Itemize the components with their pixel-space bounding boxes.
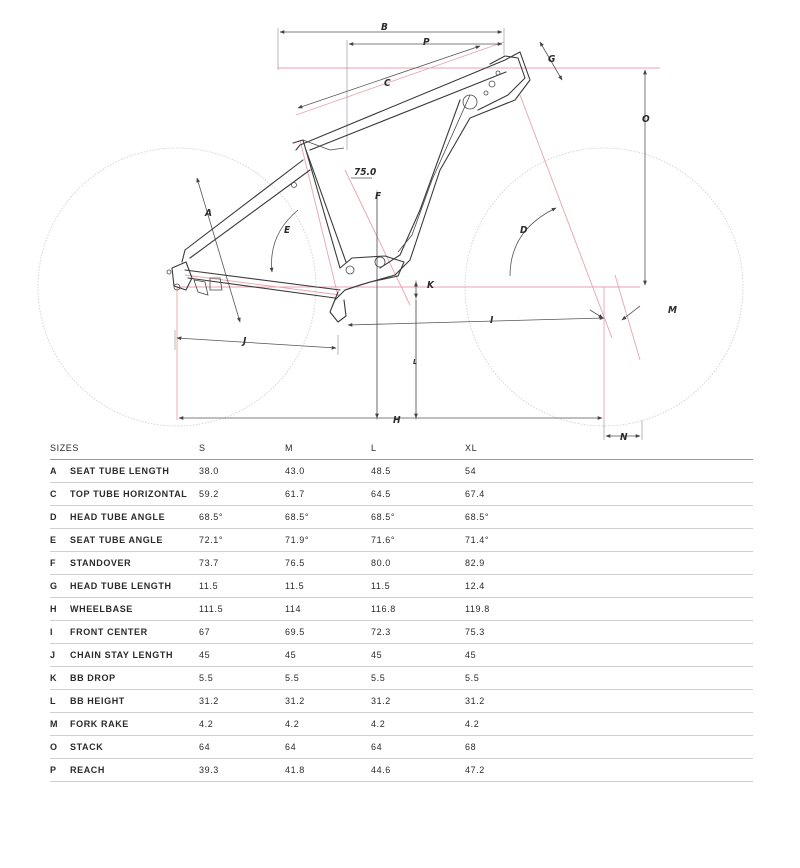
row-letter: L bbox=[50, 690, 70, 713]
header-size-m: M bbox=[285, 437, 371, 460]
label-a: A bbox=[205, 208, 212, 219]
table-row bbox=[50, 644, 753, 667]
cell-size-xl: 75.3 bbox=[465, 621, 753, 644]
row-measure-name: STANDOVER bbox=[70, 552, 199, 575]
cell-size-l: 71.6° bbox=[371, 529, 465, 552]
cell-size-s: 64 bbox=[199, 736, 285, 759]
label-c: C bbox=[384, 78, 391, 89]
row-letter: I bbox=[50, 621, 70, 644]
cell-size-l: 48.5 bbox=[371, 460, 465, 483]
cell-size-m: 76.5 bbox=[285, 552, 371, 575]
construction-lines bbox=[177, 42, 660, 420]
table-row bbox=[50, 713, 753, 736]
table-row bbox=[50, 667, 753, 690]
row-letter: E bbox=[50, 529, 70, 552]
row-measure-name: BB DROP bbox=[70, 667, 199, 690]
cell-size-s: 4.2 bbox=[199, 713, 285, 736]
cell-size-m: 41.8 bbox=[285, 759, 371, 782]
row-letter: H bbox=[50, 598, 70, 621]
geometry-table bbox=[50, 437, 753, 782]
label-d: D bbox=[520, 225, 528, 236]
cell-size-s: 59.2 bbox=[199, 483, 285, 506]
table-row bbox=[50, 506, 753, 529]
row-letter: C bbox=[50, 483, 70, 506]
table-row bbox=[50, 460, 753, 483]
label-b: B bbox=[381, 22, 388, 33]
cell-size-l: 5.5 bbox=[371, 667, 465, 690]
cell-size-m: 64 bbox=[285, 736, 371, 759]
row-letter: F bbox=[50, 552, 70, 575]
table-row bbox=[50, 736, 753, 759]
label-m: M bbox=[668, 305, 677, 316]
label-j: J bbox=[243, 336, 247, 347]
row-letter: J bbox=[50, 644, 70, 667]
table-row bbox=[50, 529, 753, 552]
label-f: F bbox=[375, 191, 382, 202]
cell-size-s: 68.5° bbox=[199, 506, 285, 529]
row-measure-name: BB HEIGHT bbox=[70, 690, 199, 713]
row-letter: A bbox=[50, 460, 70, 483]
cell-size-s: 45 bbox=[199, 644, 285, 667]
cell-size-m: 69.5 bbox=[285, 621, 371, 644]
label-k: K bbox=[427, 280, 434, 291]
cell-size-s: 38.0 bbox=[199, 460, 285, 483]
cell-size-s: 5.5 bbox=[199, 667, 285, 690]
table-row bbox=[50, 575, 753, 598]
row-measure-name: STACK bbox=[70, 736, 199, 759]
row-measure-name: REACH bbox=[70, 759, 199, 782]
geometry-table-body bbox=[50, 460, 753, 782]
cell-size-l: 80.0 bbox=[371, 552, 465, 575]
cell-size-s: 72.1° bbox=[199, 529, 285, 552]
cell-size-l: 72.3 bbox=[371, 621, 465, 644]
row-measure-name: SEAT TUBE ANGLE bbox=[70, 529, 199, 552]
row-measure-name: CHAIN STAY LENGTH bbox=[70, 644, 199, 667]
cell-size-xl: 68 bbox=[465, 736, 753, 759]
cell-size-l: 31.2 bbox=[371, 690, 465, 713]
cell-size-s: 111.5 bbox=[199, 598, 285, 621]
cell-size-m: 31.2 bbox=[285, 690, 371, 713]
row-letter: O bbox=[50, 736, 70, 759]
cell-size-xl: 68.5° bbox=[465, 506, 753, 529]
cell-size-l: 4.2 bbox=[371, 713, 465, 736]
row-measure-name: FRONT CENTER bbox=[70, 621, 199, 644]
row-measure-name: HEAD TUBE ANGLE bbox=[70, 506, 199, 529]
cell-size-s: 31.2 bbox=[199, 690, 285, 713]
cell-size-m: 71.9° bbox=[285, 529, 371, 552]
label-i: I bbox=[490, 315, 494, 326]
cell-size-xl: 71.4° bbox=[465, 529, 753, 552]
cell-size-xl: 67.4 bbox=[465, 483, 753, 506]
table-row bbox=[50, 690, 753, 713]
dimension-guides bbox=[175, 28, 642, 440]
table-row bbox=[50, 483, 753, 506]
cell-size-l: 64 bbox=[371, 736, 465, 759]
cell-size-m: 45 bbox=[285, 644, 371, 667]
cell-size-s: 11.5 bbox=[199, 575, 285, 598]
bike-frame bbox=[167, 52, 530, 322]
label-h: H bbox=[393, 415, 401, 426]
cell-size-xl: 31.2 bbox=[465, 690, 753, 713]
cell-size-xl: 12.4 bbox=[465, 575, 753, 598]
cell-size-m: 43.0 bbox=[285, 460, 371, 483]
row-measure-name: TOP TUBE HORIZONTAL bbox=[70, 483, 199, 506]
cell-size-xl: 119.8 bbox=[465, 598, 753, 621]
cell-size-m: 4.2 bbox=[285, 713, 371, 736]
label-l: L bbox=[413, 358, 418, 366]
header-sizes: SIZES bbox=[50, 437, 199, 460]
cell-size-m: 114 bbox=[285, 598, 371, 621]
label-p: P bbox=[423, 37, 430, 48]
cell-size-s: 67 bbox=[199, 621, 285, 644]
row-letter: K bbox=[50, 667, 70, 690]
cell-size-xl: 54 bbox=[465, 460, 753, 483]
header-size-s: S bbox=[199, 437, 285, 460]
row-letter: P bbox=[50, 759, 70, 782]
table-header-row bbox=[50, 437, 753, 460]
cell-size-xl: 5.5 bbox=[465, 667, 753, 690]
cell-size-s: 39.3 bbox=[199, 759, 285, 782]
table-row bbox=[50, 598, 753, 621]
cell-size-l: 45 bbox=[371, 644, 465, 667]
row-letter: D bbox=[50, 506, 70, 529]
dimension-arrows bbox=[177, 32, 645, 436]
cell-size-xl: 4.2 bbox=[465, 713, 753, 736]
label-o: O bbox=[642, 114, 650, 125]
header-size-xl: XL bbox=[465, 437, 753, 460]
label-g: G bbox=[548, 54, 556, 65]
cell-size-m: 5.5 bbox=[285, 667, 371, 690]
cell-size-m: 68.5° bbox=[285, 506, 371, 529]
row-measure-name: HEAD TUBE LENGTH bbox=[70, 575, 199, 598]
label-e: E bbox=[284, 225, 291, 236]
cell-size-s: 73.7 bbox=[199, 552, 285, 575]
cell-size-xl: 82.9 bbox=[465, 552, 753, 575]
cell-size-l: 116.8 bbox=[371, 598, 465, 621]
header-size-l: L bbox=[371, 437, 465, 460]
cell-size-m: 61.7 bbox=[285, 483, 371, 506]
label-angle: 75.0 bbox=[354, 167, 377, 178]
row-measure-name: SEAT TUBE LENGTH bbox=[70, 460, 199, 483]
cell-size-l: 11.5 bbox=[371, 575, 465, 598]
diagram-labels bbox=[204, 22, 677, 440]
cell-size-l: 44.6 bbox=[371, 759, 465, 782]
label-n: N bbox=[620, 432, 628, 440]
row-measure-name: WHEELBASE bbox=[70, 598, 199, 621]
cell-size-xl: 47.2 bbox=[465, 759, 753, 782]
row-letter: M bbox=[50, 713, 70, 736]
row-measure-name: FORK RAKE bbox=[70, 713, 199, 736]
row-letter: G bbox=[50, 575, 70, 598]
table-row bbox=[50, 621, 753, 644]
cell-size-l: 64.5 bbox=[371, 483, 465, 506]
cell-size-xl: 45 bbox=[465, 644, 753, 667]
cell-size-m: 11.5 bbox=[285, 575, 371, 598]
table-row bbox=[50, 759, 753, 782]
table-row bbox=[50, 552, 753, 575]
cell-size-l: 68.5° bbox=[371, 506, 465, 529]
